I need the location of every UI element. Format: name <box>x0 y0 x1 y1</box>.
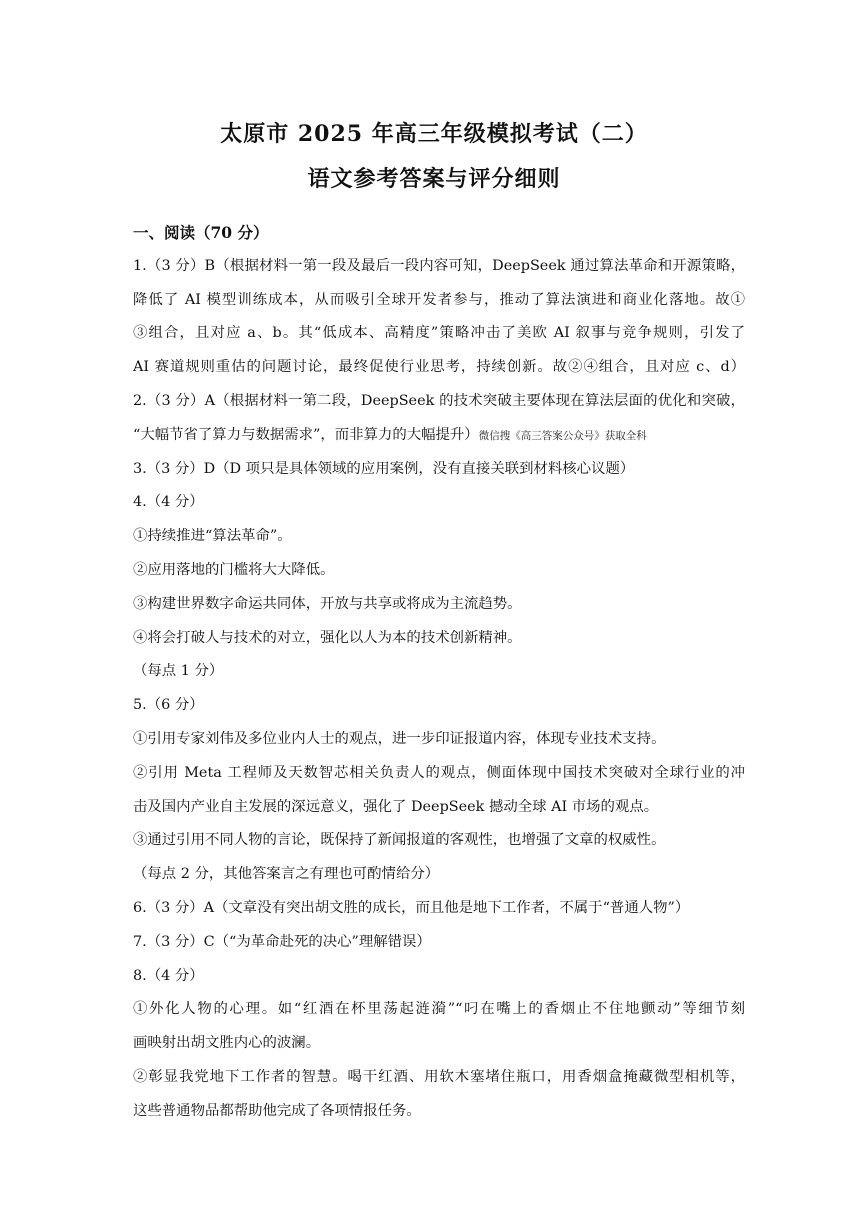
watermark-note: 微信搜《高三答案公众号》获取全科 <box>478 429 647 442</box>
q3-line-1: 3.（3 分）D（D 项只是具体领域的应用案例，没有直接关联到材料核心议题） <box>133 460 635 477</box>
q5-score-note: （每点 2 分，其他答案言之有理也可酌情给分） <box>133 866 440 883</box>
q5-point-1: ①引用专家刘伟及多位业内人士的观点，进一步印证报道内容，体现专业技术支持。 <box>133 730 666 747</box>
q4-point-4: ④将会打破人与技术的对立，强化以人为本的技术创新精神。 <box>133 629 522 646</box>
answer-content <box>133 216 745 1129</box>
q6-line-1: 6.（3 分）A（文章没有突出胡文胜的成长，而且他是地下工作者，不属于“普通人物”） <box>133 899 690 916</box>
q1-line-4: AI 赛道规则重估的问题讨论，最终促使行业思考，持续创新。故②④组合，且对应 c、d） <box>133 359 745 376</box>
q4-score-note: （每点 1 分） <box>133 663 224 680</box>
q4-point-2: ②应用落地的门槛将大大降低。 <box>133 561 335 578</box>
q2-line-2-text: “大幅节省了算力与数据需求”，而非算力的大幅提升） <box>133 426 479 443</box>
q4-heading: 4.（4 分） <box>133 494 204 511</box>
q4-point-1: ①持续推进“算法革命”。 <box>133 528 292 545</box>
q1-line-1: 1.（3 分）B（根据材料一第一段及最后一段内容可知，DeepSeek 通过算法革命和开源策略， <box>133 257 745 274</box>
q2-line-2 <box>133 419 745 453</box>
q2-line-1: 2.（3 分）A（根据材料一第二段，DeepSeek 的技术突破主要体现在算法层面的优化和突破， <box>133 392 745 409</box>
page-title: 太原市 2025 年高三年级模拟考试（二） <box>220 121 648 147</box>
q8-point-1-line-2: 画映射出胡文胜内心的波澜。 <box>133 1035 321 1052</box>
q5-point-2-line-2: 击及国内产业自主发展的深远意义，强化了 DeepSeek 撼动全球 AI 市场的观点。 <box>133 798 659 815</box>
q5-point-2-line-1: ②引用 Meta 工程师及天数智芯相关负责人的观点，侧面体现中国技术突破对全球行业的冲 <box>133 764 745 781</box>
q7-line-1: 7.（3 分）C（“为革命赴死的决心”理解错误） <box>133 933 431 950</box>
section-heading: 一、阅读（70 分） <box>133 223 269 242</box>
q5-point-3: ③通过引用不同人物的言论，既保持了新闻报道的客观性，也增强了文章的权威性。 <box>133 832 666 849</box>
q4-point-3: ③构建世界数字命运共同体，开放与共享或将成为主流趋势。 <box>133 595 522 612</box>
q8-point-2-line-2: 这些普通物品都帮助他完成了各项情报任务。 <box>133 1102 421 1119</box>
q8-point-1-line-1: ①外化人物的心理。如“红酒在杯里荡起涟漪”“叼在嘴上的香烟止不住地颤动”等细节刻 <box>133 1001 745 1018</box>
q5-heading: 5.（6 分） <box>133 697 204 714</box>
q1-line-3: ③组合，且对应 a、b。其“低成本、高精度”策略冲击了美欧 AI 叙事与竞争规则，引发了 <box>133 325 745 342</box>
page-subtitle: 语文参考答案与评分细则 <box>307 166 561 192</box>
q8-point-2-line-1: ②彰显我党地下工作者的智慧。喝干红酒、用软木塞堵住瓶口，用香烟盒掩藏微型相机等， <box>133 1068 745 1085</box>
q1-line-2: 降低了 AI 模型训练成本，从而吸引全球开发者参与，推动了算法演进和商业化落地。故① <box>133 291 745 308</box>
q8-heading: 8.（4 分） <box>133 967 204 984</box>
